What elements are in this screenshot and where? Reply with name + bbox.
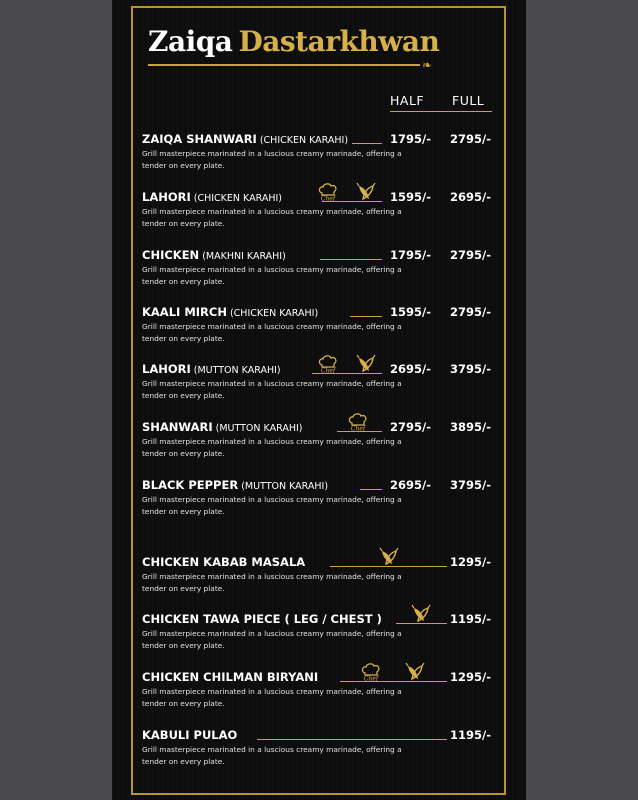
- brand-underline: [148, 64, 420, 66]
- price-full: 1195/-: [450, 612, 491, 626]
- item-description: Grill masterpiece marinated in a luscious creamy marinade, offering a tender on every plate.: [142, 572, 402, 593]
- item-description: Grill masterpiece marinated in a luscious creamy marinade, offering a tender on every plate.: [142, 322, 402, 343]
- column-header-half: HALF: [390, 93, 425, 108]
- item-title: KAALI MIRCH: [142, 305, 227, 319]
- leader-line: [340, 681, 447, 682]
- item-name: [142, 132, 348, 148]
- item-subtitle: (MUTTON KARAHI): [215, 423, 303, 434]
- chef-icon: [317, 182, 339, 202]
- price-full: 2795/-: [450, 305, 491, 319]
- menu-item: [142, 132, 502, 182]
- menu-item: [142, 305, 502, 355]
- item-subtitle: (MUTTON KARAHI): [193, 365, 281, 376]
- price-full: 2695/-: [450, 190, 491, 204]
- item-description: Grill masterpiece marinated in a luscious creamy marinade, offering a tender on every plate.: [142, 495, 402, 516]
- svg-text:Chef: Chef: [320, 367, 336, 374]
- item-title: BLACK PEPPER: [142, 478, 239, 492]
- menu-item: [142, 612, 502, 662]
- chef-icon: [317, 354, 339, 374]
- item-title: CHICKEN KABAB MASALA: [142, 555, 306, 569]
- brand-name-part1: Zaiqa: [148, 25, 233, 58]
- item-description: Grill masterpiece marinated in a luscious creamy marinade, offering a tender on every plate.: [142, 149, 402, 170]
- brand-title: [148, 24, 439, 60]
- item-subtitle: (MUTTON KARAHI): [241, 481, 329, 492]
- item-title: SHANWARI: [142, 420, 213, 434]
- price-full: 2795/-: [450, 248, 491, 262]
- price-half: 2695/-: [390, 478, 431, 492]
- spicy-icon: [355, 354, 377, 374]
- spicy-icon: [355, 182, 377, 202]
- svg-text:Chef: Chef: [363, 675, 379, 682]
- menu-item: [142, 555, 502, 605]
- item-title: CHICKEN TAWA PIECE ( LEG / CHEST ): [142, 612, 382, 626]
- price-half: 2795/-: [390, 420, 431, 434]
- item-description: Grill masterpiece marinated in a luscious creamy marinade, offering a tender on every plate.: [142, 687, 402, 708]
- item-description: Grill masterpiece marinated in a luscious creamy marinade, offering a tender on every plate.: [142, 379, 402, 400]
- leader-line: [320, 259, 382, 260]
- item-subtitle: (CHICKEN KARAHI): [259, 135, 349, 146]
- menu-item: [142, 362, 502, 412]
- price-half: 1795/-: [390, 248, 431, 262]
- svg-text:Chef: Chef: [320, 195, 336, 202]
- price-half: 1595/-: [390, 305, 431, 319]
- item-name: [142, 190, 282, 206]
- price-half: 1795/-: [390, 132, 431, 146]
- price-full: 3795/-: [450, 478, 491, 492]
- leader-line: [352, 143, 382, 144]
- item-description: Grill masterpiece marinated in a luscious creamy marinade, offering a tender on every plate.: [142, 629, 402, 650]
- item-subtitle: (CHICKEN KARAHI): [193, 193, 282, 204]
- item-subtitle: (CHICKEN KARAHI): [229, 308, 319, 319]
- item-description: Grill masterpiece marinated in a luscious creamy marinade, offering a tender on every plate.: [142, 437, 402, 458]
- price-full: 3795/-: [450, 362, 491, 376]
- item-description: Grill masterpiece marinated in a luscious creamy marinade, offering a tender on every plate.: [142, 265, 402, 286]
- leader-line: [360, 489, 382, 490]
- chef-icon: [347, 412, 369, 432]
- item-name: [142, 305, 318, 321]
- spicy-icon: [378, 547, 400, 567]
- item-name: [142, 478, 328, 494]
- chef-icon: [360, 662, 382, 682]
- price-full: 1295/-: [450, 555, 491, 569]
- menu-item: [142, 420, 502, 470]
- price-full: 2795/-: [450, 132, 491, 146]
- menu-item: [142, 728, 502, 778]
- item-title: CHICKEN: [142, 248, 200, 262]
- item-name: [142, 728, 237, 743]
- spicy-icon: [410, 604, 432, 624]
- column-header-full: FULL: [452, 93, 485, 108]
- item-description: Grill masterpiece marinated in a luscious creamy marinade, offering a tender on every plate.: [142, 745, 402, 766]
- price-full: 1195/-: [450, 728, 491, 742]
- item-title: LAHORI: [142, 362, 191, 376]
- item-name: [142, 420, 302, 436]
- item-title: LAHORI: [142, 190, 191, 204]
- price-full: 3895/-: [450, 420, 491, 434]
- item-subtitle: (MAKHNI KARAHI): [202, 251, 286, 262]
- column-header-underline: [390, 111, 492, 112]
- leader-line: [350, 316, 382, 317]
- menu-item: [142, 670, 502, 720]
- brand-name-part2: Dastarkhwan: [238, 25, 440, 58]
- item-name: [142, 362, 281, 378]
- item-name: [142, 248, 286, 264]
- leader-line: [257, 739, 447, 740]
- price-full: 1295/-: [450, 670, 491, 684]
- price-half: 1595/-: [390, 190, 431, 204]
- svg-text:Chef: Chef: [350, 425, 366, 432]
- item-name: [142, 670, 318, 685]
- item-title: KABULI PULAO: [142, 728, 238, 742]
- item-title: CHICKEN CHILMAN BIRYANI: [142, 670, 319, 684]
- menu-item: [142, 248, 502, 298]
- flourish-icon: ❧: [422, 58, 433, 72]
- spicy-icon: [404, 662, 426, 682]
- item-name: [142, 555, 305, 570]
- item-title: ZAIQA SHANWARI: [142, 132, 257, 146]
- item-description: Grill masterpiece marinated in a luscious creamy marinade, offering a tender on every plate.: [142, 207, 402, 228]
- menu-item: [142, 190, 502, 240]
- item-name: [142, 612, 382, 627]
- menu-item: [142, 478, 502, 528]
- price-half: 2695/-: [390, 362, 431, 376]
